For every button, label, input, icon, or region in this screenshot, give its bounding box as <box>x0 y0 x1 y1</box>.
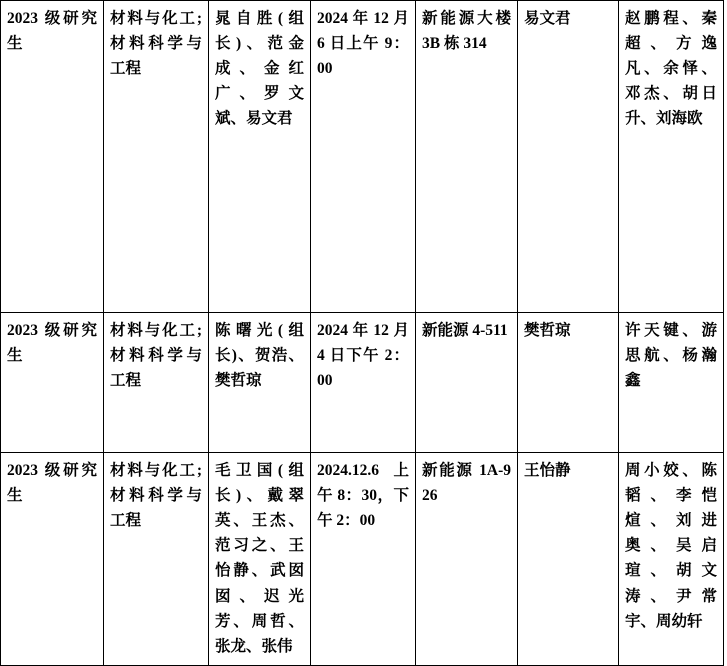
cell-grade <box>1 453 104 666</box>
datetime-text: 2024 年 12 月 6 日上午 9：00 <box>317 10 409 78</box>
committee-text: 陈曙光(组长)、贺浩、樊哲琼 <box>215 322 304 390</box>
grade-text: 2023 级研究生 <box>7 462 97 505</box>
datetime-text: 2024.12.6 上午 8：30，下午 2：00 <box>317 462 409 530</box>
secretary-text: 易文君 <box>524 10 571 27</box>
cell-location <box>416 1 518 313</box>
cell-grade <box>1 313 104 453</box>
committee-text: 晁自胜(组长)、范金成、金红广、罗文斌、易文君 <box>215 10 304 128</box>
cell-members <box>619 313 724 453</box>
cell-secretary <box>518 1 619 313</box>
location-text: 新能源大楼 3B 栋 314 <box>422 10 511 53</box>
cell-location <box>416 453 518 666</box>
grade-text: 2023 级研究生 <box>7 10 97 53</box>
committee-text: 毛卫国(组长)、戴翠英、王杰、范习之、王怡静、武囡囡、迟光芳、周哲、张龙、张伟 <box>215 462 304 655</box>
location-text: 新能源 4-511 <box>422 322 508 339</box>
cell-major <box>104 313 209 453</box>
members-text: 赵鹏程、秦超、方逸凡、余怿、邓杰、胡日升、刘海欧 <box>625 10 717 128</box>
major-text: 材料与化工;材料科学与工程 <box>110 10 202 78</box>
cell-grade <box>1 1 104 313</box>
secretary-text: 王怡静 <box>524 462 571 479</box>
cell-major <box>104 453 209 666</box>
members-text: 许天键、游思航、杨瀚鑫 <box>625 322 717 390</box>
cell-committee <box>209 313 311 453</box>
datetime-text: 2024 年 12 月 4 日下午 2：00 <box>317 322 409 390</box>
cell-major <box>104 1 209 313</box>
cell-datetime <box>311 453 416 666</box>
secretary-text: 樊哲琼 <box>524 322 571 339</box>
members-text: 周小姣、陈韬、李恺煊、刘进奥、吴启瑄、胡文涛、尹常宇、周幼轩 <box>625 462 717 630</box>
table-row <box>1 1 724 313</box>
cell-datetime <box>311 313 416 453</box>
table-row <box>1 313 724 453</box>
cell-committee <box>209 1 311 313</box>
grade-text: 2023 级研究生 <box>7 322 97 365</box>
cell-location <box>416 313 518 453</box>
cell-members <box>619 1 724 313</box>
cell-members <box>619 453 724 666</box>
location-text: 新能源 1A-926 <box>422 462 511 505</box>
major-text: 材料与化工;材料科学与工程 <box>110 462 202 530</box>
cell-committee <box>209 453 311 666</box>
cell-datetime <box>311 1 416 313</box>
major-text: 材料与化工;材料科学与工程 <box>110 322 202 390</box>
cell-secretary <box>518 313 619 453</box>
cell-secretary <box>518 453 619 666</box>
table-row <box>1 453 724 666</box>
